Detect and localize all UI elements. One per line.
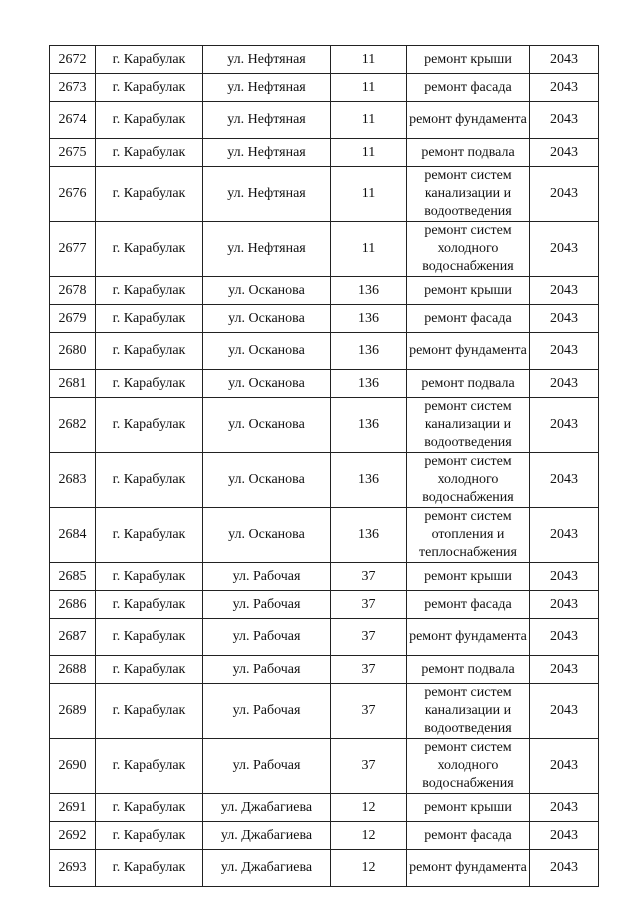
row-number: 2680 xyxy=(50,333,96,370)
house-number: 12 xyxy=(331,794,407,822)
planned-year: 2043 xyxy=(530,74,599,102)
table-row xyxy=(50,167,599,222)
house-number: 12 xyxy=(331,822,407,850)
street: ул. Осканова xyxy=(203,370,331,398)
work-type: ремонт фундамента xyxy=(407,333,530,370)
row-number: 2675 xyxy=(50,139,96,167)
city: г. Карабулак xyxy=(96,822,203,850)
street: ул. Джабагиева xyxy=(203,822,331,850)
planned-year: 2043 xyxy=(530,739,599,794)
table-row xyxy=(50,333,599,370)
planned-year: 2043 xyxy=(530,102,599,139)
planned-year: 2043 xyxy=(530,656,599,684)
street: ул. Джабагиева xyxy=(203,850,331,887)
row-number: 2685 xyxy=(50,563,96,591)
work-type: ремонт крыши xyxy=(407,46,530,74)
work-type: ремонт крыши xyxy=(407,563,530,591)
planned-year: 2043 xyxy=(530,563,599,591)
city: г. Карабулак xyxy=(96,305,203,333)
work-type: ремонт фундамента xyxy=(407,102,530,139)
table-row xyxy=(50,139,599,167)
work-type: ремонт крыши xyxy=(407,277,530,305)
row-number: 2677 xyxy=(50,222,96,277)
table-row xyxy=(50,222,599,277)
city: г. Карабулак xyxy=(96,370,203,398)
work-type: ремонт крыши xyxy=(407,794,530,822)
house-number: 136 xyxy=(331,277,407,305)
house-number: 37 xyxy=(331,739,407,794)
work-type: ремонт фасада xyxy=(407,305,530,333)
house-number: 136 xyxy=(331,370,407,398)
row-number: 2692 xyxy=(50,822,96,850)
planned-year: 2043 xyxy=(530,167,599,222)
street: ул. Рабочая xyxy=(203,563,331,591)
city: г. Карабулак xyxy=(96,563,203,591)
row-number: 2684 xyxy=(50,508,96,563)
table-row xyxy=(50,370,599,398)
street: ул. Рабочая xyxy=(203,656,331,684)
house-number: 136 xyxy=(331,333,407,370)
work-type: ремонт фасада xyxy=(407,591,530,619)
city: г. Карабулак xyxy=(96,684,203,739)
work-type: ремонт систем отопления и теплоснабжения xyxy=(407,508,530,563)
table-row xyxy=(50,822,599,850)
table-row xyxy=(50,305,599,333)
work-type: ремонт систем холодного водоснабжения xyxy=(407,739,530,794)
city: г. Карабулак xyxy=(96,139,203,167)
house-number: 11 xyxy=(331,74,407,102)
row-number: 2683 xyxy=(50,453,96,508)
planned-year: 2043 xyxy=(530,305,599,333)
house-number: 11 xyxy=(331,102,407,139)
house-number: 136 xyxy=(331,453,407,508)
city: г. Карабулак xyxy=(96,222,203,277)
street: ул. Нефтяная xyxy=(203,222,331,277)
street: ул. Рабочая xyxy=(203,739,331,794)
work-type: ремонт систем канализации и водоотведения xyxy=(407,167,530,222)
city: г. Карабулак xyxy=(96,398,203,453)
city: г. Карабулак xyxy=(96,850,203,887)
street: ул. Нефтяная xyxy=(203,46,331,74)
row-number: 2688 xyxy=(50,656,96,684)
city: г. Карабулак xyxy=(96,453,203,508)
planned-year: 2043 xyxy=(530,822,599,850)
house-number: 136 xyxy=(331,508,407,563)
city: г. Карабулак xyxy=(96,591,203,619)
row-number: 2690 xyxy=(50,739,96,794)
house-number: 11 xyxy=(331,222,407,277)
street: ул. Осканова xyxy=(203,508,331,563)
house-number: 12 xyxy=(331,850,407,887)
house-number: 136 xyxy=(331,398,407,453)
table-row xyxy=(50,453,599,508)
row-number: 2689 xyxy=(50,684,96,739)
table-row xyxy=(50,102,599,139)
house-number: 11 xyxy=(331,139,407,167)
row-number: 2674 xyxy=(50,102,96,139)
table-row xyxy=(50,684,599,739)
planned-year: 2043 xyxy=(530,46,599,74)
planned-year: 2043 xyxy=(530,684,599,739)
street: ул. Нефтяная xyxy=(203,139,331,167)
row-number: 2678 xyxy=(50,277,96,305)
street: ул. Осканова xyxy=(203,398,331,453)
planned-year: 2043 xyxy=(530,453,599,508)
table-row xyxy=(50,46,599,74)
planned-year: 2043 xyxy=(530,850,599,887)
table-row xyxy=(50,850,599,887)
work-type: ремонт систем канализации и водоотведения xyxy=(407,684,530,739)
city: г. Карабулак xyxy=(96,167,203,222)
row-number: 2679 xyxy=(50,305,96,333)
work-type: ремонт фасада xyxy=(407,74,530,102)
table-row xyxy=(50,398,599,453)
street: ул. Осканова xyxy=(203,333,331,370)
planned-year: 2043 xyxy=(530,333,599,370)
city: г. Карабулак xyxy=(96,102,203,139)
work-type: ремонт подвала xyxy=(407,370,530,398)
table-row xyxy=(50,656,599,684)
house-number: 37 xyxy=(331,684,407,739)
row-number: 2682 xyxy=(50,398,96,453)
row-number: 2676 xyxy=(50,167,96,222)
city: г. Карабулак xyxy=(96,794,203,822)
house-number: 37 xyxy=(331,563,407,591)
street: ул. Нефтяная xyxy=(203,74,331,102)
work-type: ремонт систем канализации и водоотведения xyxy=(407,398,530,453)
table-row xyxy=(50,619,599,656)
street: ул. Рабочая xyxy=(203,591,331,619)
table-row xyxy=(50,277,599,305)
street: ул. Нефтяная xyxy=(203,167,331,222)
document-page xyxy=(49,45,598,887)
planned-year: 2043 xyxy=(530,794,599,822)
planned-year: 2043 xyxy=(530,139,599,167)
row-number: 2691 xyxy=(50,794,96,822)
table-row xyxy=(50,739,599,794)
house-number: 37 xyxy=(331,591,407,619)
house-number: 11 xyxy=(331,167,407,222)
planned-year: 2043 xyxy=(530,222,599,277)
house-number: 37 xyxy=(331,619,407,656)
street: ул. Рабочая xyxy=(203,684,331,739)
city: г. Карабулак xyxy=(96,74,203,102)
city: г. Карабулак xyxy=(96,46,203,74)
street: ул. Нефтяная xyxy=(203,102,331,139)
street: ул. Рабочая xyxy=(203,619,331,656)
work-type: ремонт подвала xyxy=(407,139,530,167)
row-number: 2687 xyxy=(50,619,96,656)
city: г. Карабулак xyxy=(96,508,203,563)
planned-year: 2043 xyxy=(530,370,599,398)
city: г. Карабулак xyxy=(96,656,203,684)
house-number: 11 xyxy=(331,46,407,74)
repair-schedule-table xyxy=(49,45,599,887)
house-number: 37 xyxy=(331,656,407,684)
city: г. Карабулак xyxy=(96,333,203,370)
table-row xyxy=(50,508,599,563)
table-row xyxy=(50,74,599,102)
house-number: 136 xyxy=(331,305,407,333)
street: ул. Осканова xyxy=(203,305,331,333)
planned-year: 2043 xyxy=(530,619,599,656)
work-type: ремонт фасада xyxy=(407,822,530,850)
work-type: ремонт систем холодного водоснабжения xyxy=(407,222,530,277)
street: ул. Джабагиева xyxy=(203,794,331,822)
planned-year: 2043 xyxy=(530,591,599,619)
work-type: ремонт фундамента xyxy=(407,619,530,656)
planned-year: 2043 xyxy=(530,398,599,453)
street: ул. Осканова xyxy=(203,277,331,305)
row-number: 2693 xyxy=(50,850,96,887)
planned-year: 2043 xyxy=(530,277,599,305)
city: г. Карабулак xyxy=(96,739,203,794)
work-type: ремонт систем холодного водоснабжения xyxy=(407,453,530,508)
row-number: 2672 xyxy=(50,46,96,74)
row-number: 2681 xyxy=(50,370,96,398)
table-row xyxy=(50,591,599,619)
street: ул. Осканова xyxy=(203,453,331,508)
work-type: ремонт фундамента xyxy=(407,850,530,887)
city: г. Карабулак xyxy=(96,619,203,656)
work-type: ремонт подвала xyxy=(407,656,530,684)
planned-year: 2043 xyxy=(530,508,599,563)
table-row xyxy=(50,794,599,822)
row-number: 2673 xyxy=(50,74,96,102)
row-number: 2686 xyxy=(50,591,96,619)
table-row xyxy=(50,563,599,591)
city: г. Карабулак xyxy=(96,277,203,305)
